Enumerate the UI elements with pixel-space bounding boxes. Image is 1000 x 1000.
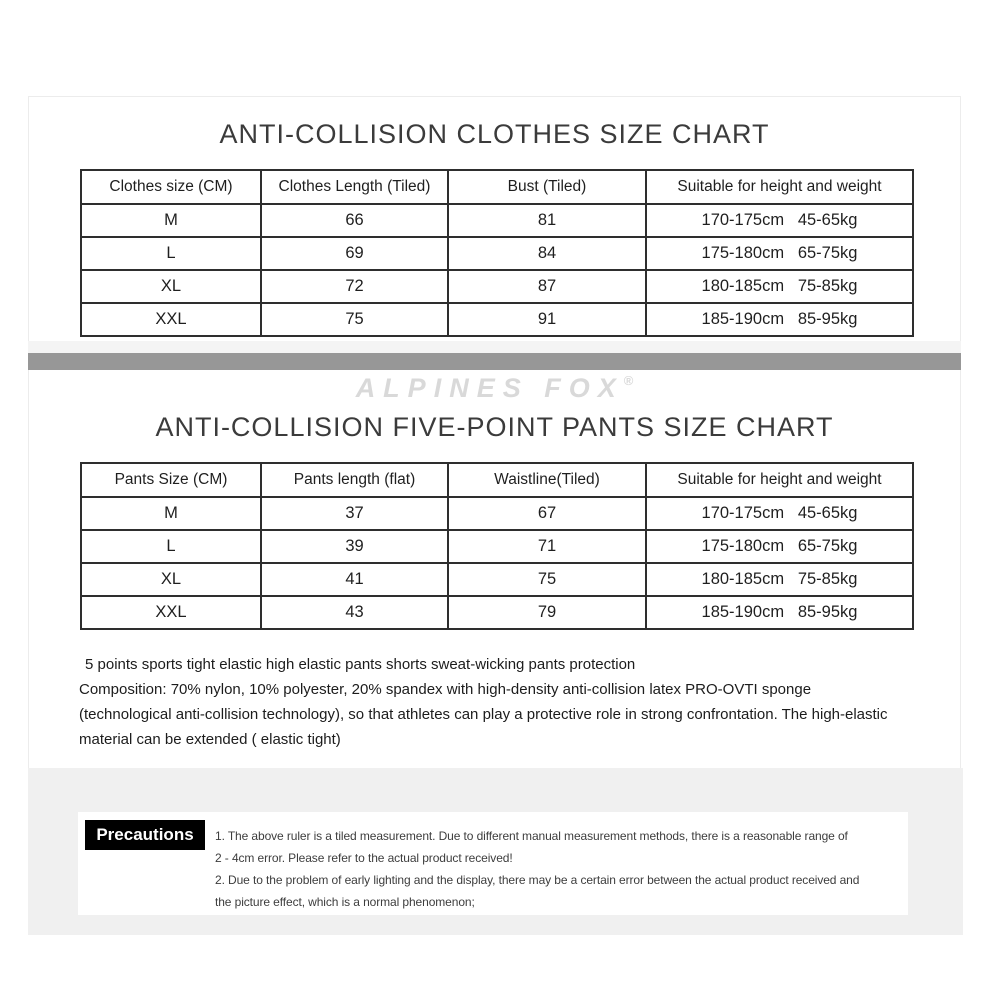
size-cell: M — [81, 497, 261, 530]
table-row — [81, 596, 913, 629]
length-cell: 37 — [261, 497, 448, 530]
section-gap-strip — [28, 341, 961, 353]
table-row — [81, 530, 913, 563]
bust-cell: 87 — [448, 270, 646, 303]
bust-cell: 81 — [448, 204, 646, 237]
table-row — [81, 270, 913, 303]
table-header-row — [81, 170, 913, 204]
size-cell: M — [81, 204, 261, 237]
length-cell: 75 — [261, 303, 448, 336]
column-header-pants-size: Pants Size (CM) — [81, 463, 261, 497]
product-description — [79, 652, 960, 752]
size-charts-panel — [28, 96, 961, 768]
column-header-waistline: Waistline(Tiled) — [448, 463, 646, 497]
fit-cell: 170-175cm 45-65kg — [646, 204, 913, 237]
length-cell: 66 — [261, 204, 448, 237]
bust-cell: 84 — [448, 237, 646, 270]
note-line: 1. The above ruler is a tiled measurement. Due to different manual measurement methods, there is a reasonable range of — [215, 829, 848, 843]
brand-watermark-text: ALPINES FOX — [355, 373, 624, 403]
fit-cell: 175-180cm 65-75kg — [646, 237, 913, 270]
size-cell: XL — [81, 270, 261, 303]
note-line: the picture effect, which is a normal phenomenon; — [215, 895, 475, 909]
bust-cell: 91 — [448, 303, 646, 336]
column-header-fit: Suitable for height and weight — [646, 463, 913, 497]
size-cell: XXL — [81, 303, 261, 336]
section-divider-bar — [28, 353, 961, 370]
length-cell: 41 — [261, 563, 448, 596]
length-cell: 43 — [261, 596, 448, 629]
waist-cell: 75 — [448, 563, 646, 596]
registered-trademark-icon: ® — [623, 373, 634, 388]
waist-cell: 67 — [448, 497, 646, 530]
clothes-chart-title: ANTI-COLLISION CLOTHES SIZE CHART — [219, 119, 770, 149]
description-line: 5 points sports tight elastic high elastic pants shorts sweat-wicking pants protection — [85, 656, 636, 673]
size-cell: XL — [81, 563, 261, 596]
description-line: material can be extended ( elastic tight) — [79, 731, 341, 748]
column-header-bust: Bust (Tiled) — [448, 170, 646, 204]
size-cell: XXL — [81, 596, 261, 629]
fit-cell: 175-180cm 65-75kg — [646, 530, 913, 563]
fit-cell: 170-175cm 45-65kg — [646, 497, 913, 530]
length-cell: 69 — [261, 237, 448, 270]
length-cell: 39 — [261, 530, 448, 563]
precautions-notes — [215, 825, 902, 913]
precautions-section — [28, 768, 963, 935]
precautions-label: Precautions — [85, 820, 205, 850]
precautions-notes-box — [78, 812, 908, 915]
waist-cell: 71 — [448, 530, 646, 563]
table-row — [81, 204, 913, 237]
fit-cell: 180-185cm 75-85kg — [646, 270, 913, 303]
note-line: 2. Due to the problem of early lighting and the display, there may be a certain error between the actual product received and — [215, 873, 860, 887]
table-row — [81, 237, 913, 270]
column-header-clothes-size: Clothes size (CM) — [81, 170, 261, 204]
pants-chart-title: ANTI-COLLISION FIVE-POINT PANTS SIZE CHART — [155, 412, 834, 442]
fit-cell: 185-190cm 85-95kg — [646, 303, 913, 336]
clothes-size-table — [80, 169, 914, 337]
column-header-fit: Suitable for height and weight — [646, 170, 913, 204]
description-line: (technological anti-collision technology), so that athletes can play a protective role in strong confrontation. The high-elastic — [79, 706, 888, 723]
size-cell: L — [81, 530, 261, 563]
column-header-pants-length: Pants length (flat) — [261, 463, 448, 497]
pants-size-table — [80, 462, 914, 630]
fit-cell: 180-185cm 75-85kg — [646, 563, 913, 596]
table-header-row — [81, 463, 913, 497]
note-line: 2 - 4cm error. Please refer to the actual product received! — [215, 851, 513, 865]
table-row — [81, 303, 913, 336]
table-row — [81, 563, 913, 596]
length-cell: 72 — [261, 270, 448, 303]
table-row — [81, 497, 913, 530]
column-header-clothes-length: Clothes Length (Tiled) — [261, 170, 448, 204]
waist-cell: 79 — [448, 596, 646, 629]
size-cell: L — [81, 237, 261, 270]
description-line: Composition: 70% nylon, 10% polyester, 20% spandex with high-density anti-collision latex PRO-OVTI sponge — [79, 681, 812, 698]
size-chart-sheet — [28, 96, 963, 935]
fit-cell: 185-190cm 85-95kg — [646, 596, 913, 629]
brand-watermark — [29, 373, 960, 404]
